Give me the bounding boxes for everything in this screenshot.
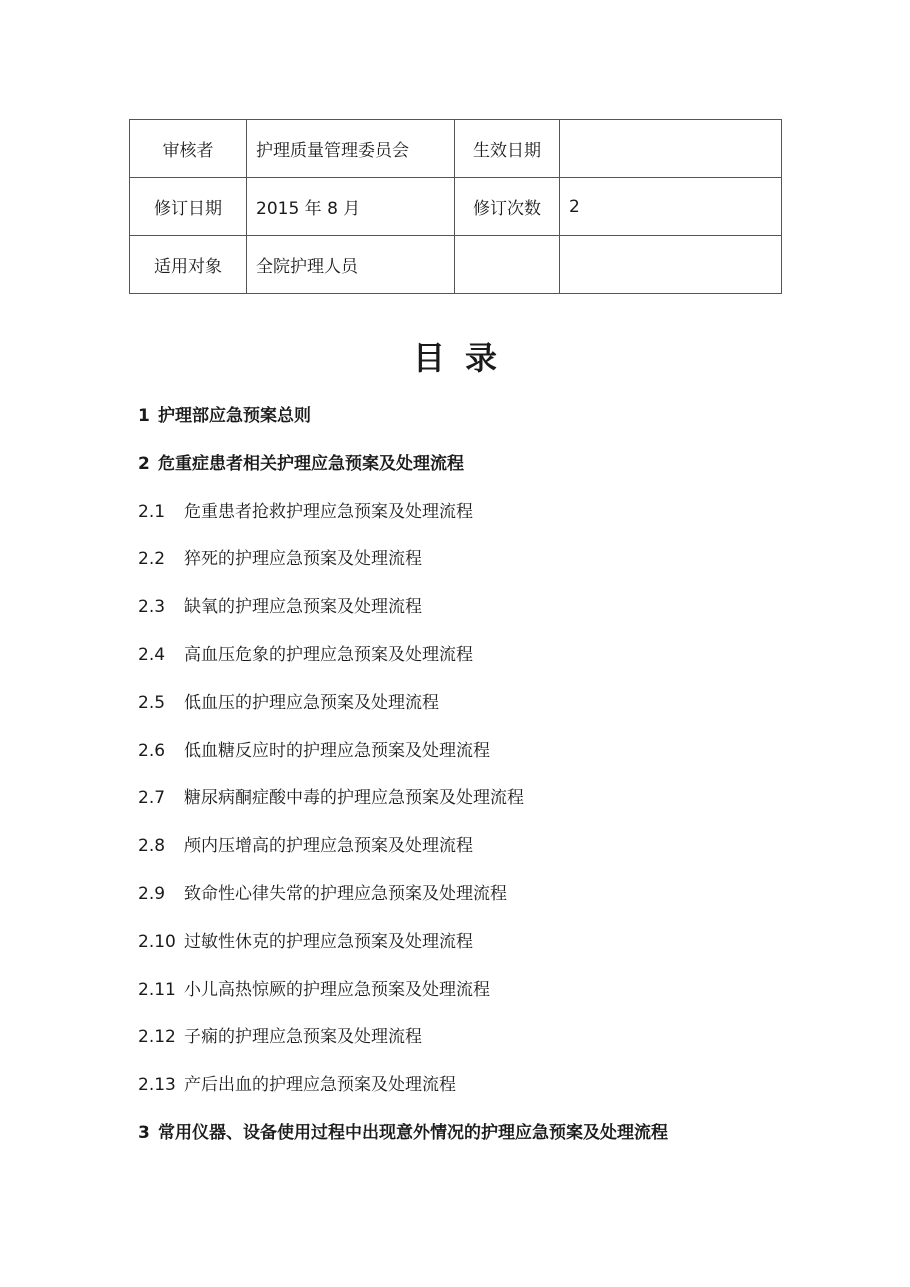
toc-item-text: 高血压危象的护理应急预案及处理流程: [184, 644, 473, 665]
toc-section: [138, 1113, 838, 1161]
toc-subsection: [138, 922, 838, 970]
applicable-to-label: 适用对象: [130, 236, 247, 294]
toc-subsection: [138, 539, 838, 587]
toc-subsection: [138, 874, 838, 922]
toc-item-text: 护理部应急预案总则: [158, 406, 311, 426]
toc-item-number: 2.7: [138, 788, 166, 809]
toc-subsection: [138, 1017, 838, 1065]
revision-count-value: 2: [560, 178, 782, 236]
effective-date-label: 生效日期: [455, 120, 560, 178]
table-row: [130, 178, 782, 236]
toc-item-number: 2.6: [138, 740, 166, 761]
toc-item-text: 危重症患者相关护理应急预案及处理流程: [158, 453, 464, 474]
toc-item-text: 缺氧的护理应急预案及处理流程: [184, 597, 422, 618]
table-of-contents: [138, 396, 838, 1161]
empty-cell: [560, 236, 782, 294]
toc-item-number: 2.13: [138, 1075, 176, 1096]
effective-date-value: [560, 120, 782, 178]
toc-item-number: 2.9: [138, 883, 166, 904]
toc-item-text: 糖尿病酮症酸中毒的护理应急预案及处理流程: [184, 788, 524, 809]
reviewer-label: 审核者: [130, 120, 247, 178]
toc-item-number: 1: [138, 406, 150, 426]
toc-section: [138, 396, 838, 444]
reviewer-value: 护理质量管理委员会: [247, 120, 455, 178]
toc-item-number: 2.10: [138, 931, 176, 952]
revision-date-value: 2015 年 8 月: [247, 178, 455, 236]
toc-item-text: 过敏性休克的护理应急预案及处理流程: [184, 931, 473, 952]
toc-item-number: 2.1: [138, 501, 166, 522]
toc-subsection: [138, 970, 838, 1018]
toc-item-number: 2.5: [138, 692, 166, 713]
toc-item-number: 2: [138, 453, 150, 474]
toc-subsection: [138, 731, 838, 779]
toc-subsection: [138, 1065, 838, 1113]
toc-title: 目录: [412, 339, 517, 377]
revision-date-label: 修订日期: [130, 178, 247, 236]
empty-cell: [455, 236, 560, 294]
toc-item-number: 2.4: [138, 644, 166, 665]
toc-section: [138, 444, 838, 492]
toc-item-text: 子痫的护理应急预案及处理流程: [184, 1027, 422, 1048]
toc-subsection: [138, 587, 838, 635]
toc-item-number: 2.12: [138, 1027, 176, 1048]
document-info-table: [129, 119, 782, 294]
toc-item-number: 2.3: [138, 597, 166, 618]
toc-item-text: 低血糖反应时的护理应急预案及处理流程: [184, 740, 490, 761]
toc-item-text: 危重患者抢救护理应急预案及处理流程: [184, 501, 473, 522]
applicable-to-value: 全院护理人员: [247, 236, 455, 294]
toc-item-text: 猝死的护理应急预案及处理流程: [184, 549, 422, 570]
toc-item-number: 2.11: [138, 979, 176, 1000]
toc-item-text: 小儿高热惊厥的护理应急预案及处理流程: [184, 979, 490, 1000]
toc-item-text: 致命性心律失常的护理应急预案及处理流程: [184, 883, 507, 904]
toc-item-text: 低血压的护理应急预案及处理流程: [184, 692, 439, 713]
toc-subsection: [138, 778, 838, 826]
revision-count-label: 修订次数: [455, 178, 560, 236]
table-row: [130, 120, 782, 178]
table-row: [130, 236, 782, 294]
toc-item-number: 3: [138, 1122, 150, 1143]
toc-subsection: [138, 683, 838, 731]
toc-item-text: 产后出血的护理应急预案及处理流程: [184, 1075, 456, 1096]
toc-item-text: 颅内压增高的护理应急预案及处理流程: [184, 836, 473, 857]
toc-item-text: 常用仪器、设备使用过程中出现意外情况的护理应急预案及处理流程: [158, 1122, 668, 1143]
toc-subsection: [138, 826, 838, 874]
toc-item-number: 2.8: [138, 836, 166, 857]
toc-subsection: [138, 635, 838, 683]
toc-subsection: [138, 492, 838, 540]
toc-item-number: 2.2: [138, 549, 166, 570]
